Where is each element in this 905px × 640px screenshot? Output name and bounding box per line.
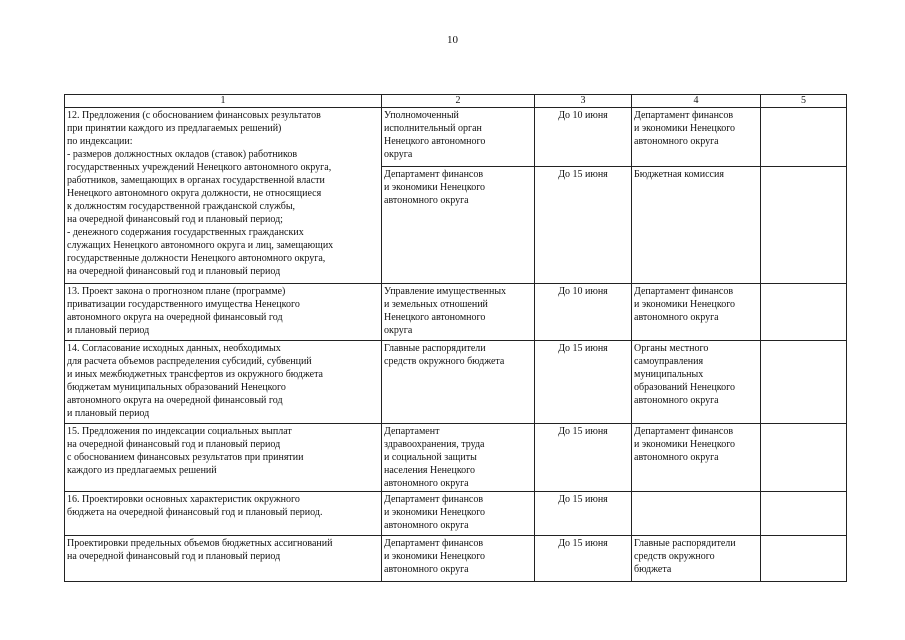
recipient-line: Департамент финансов (634, 426, 734, 437)
stage-description-line: и иных межбюджетных трансфертов из окружного бюджета (67, 369, 323, 380)
responsible-line: автономного округа (384, 478, 469, 489)
recipient-cell (632, 536, 761, 582)
responsible-line: Департамент финансов (384, 494, 484, 505)
table-row (65, 341, 847, 424)
stage-description-line: при принятии каждого из предлагаемых решений) (67, 123, 282, 134)
recipient-line: автономного округа (634, 452, 719, 463)
responsible-line: и экономики Ненецкого (384, 551, 486, 562)
responsible-line: и земельных отношений (384, 299, 488, 310)
responsible-line: Управление имущественных (384, 286, 507, 297)
recipient-line: Департамент финансов (634, 110, 734, 121)
stage-description-line: государственные должности Ненецкого автономного округа, (67, 253, 326, 264)
responsible-line: Уполномоченный (384, 110, 459, 121)
responsible-line: округа (384, 325, 413, 336)
responsible-line: Главные распорядители (384, 343, 486, 354)
table-header-row (65, 95, 847, 108)
stage-description-line: автономного округа на очередной финансовый год (67, 312, 283, 323)
recipient-line: автономного округа (634, 395, 719, 406)
recipient-line: Бюджетная комиссия (634, 169, 724, 180)
schedule-table (64, 94, 847, 582)
recipient-line: Департамент финансов (634, 286, 734, 297)
note-cell (761, 108, 847, 167)
table-row (65, 284, 847, 341)
deadline-cell: До 10 июня (535, 284, 632, 341)
deadline-cell: До 15 июня (535, 167, 632, 284)
header-col-3: 3 (535, 95, 632, 108)
responsible-line: автономного округа (384, 520, 469, 531)
stage-description-line: 16. Проектировки основных характеристик окружного (67, 494, 300, 505)
note-cell (761, 341, 847, 424)
header-col-4: 4 (632, 95, 761, 108)
responsible-line: автономного округа (384, 195, 469, 206)
recipient-cell (632, 108, 761, 167)
responsible-cell (382, 492, 535, 536)
stage-description-cell (65, 424, 382, 492)
recipient-cell (632, 167, 761, 284)
table-body (65, 108, 847, 582)
responsible-line: округа (384, 149, 413, 160)
deadline-cell: До 15 июня (535, 536, 632, 582)
recipient-line: образований Ненецкого (634, 382, 736, 393)
responsible-line: автономного округа (384, 564, 469, 575)
responsible-line: населения Ненецкого (384, 465, 476, 476)
stage-description-line: и плановый период (67, 408, 150, 419)
stage-description-line: на очередной финансовый год и плановый период (67, 439, 281, 450)
stage-description-cell (65, 492, 382, 536)
responsible-line: Ненецкого автономного (384, 136, 486, 147)
stage-description-line: бюджетам муниципальных образований Ненецкого (67, 382, 286, 393)
recipient-line: средств окружного (634, 551, 715, 562)
table-row (65, 492, 847, 536)
recipient-line: и экономики Ненецкого (634, 299, 736, 310)
table-row (65, 424, 847, 492)
stage-description-line: по индексации: (67, 136, 133, 147)
responsible-cell (382, 167, 535, 284)
header-col-2: 2 (382, 95, 535, 108)
stage-description-line: на очередной финансовый год и плановый период; (67, 214, 283, 225)
stage-description-line: 15. Предложения по индексации социальных выплат (67, 426, 292, 437)
responsible-line: здравоохранения, труда (384, 439, 485, 450)
note-cell (761, 424, 847, 492)
stage-description-line: Ненецкого автономного округа должности, не относящиеся (67, 188, 322, 199)
responsible-line: и экономики Ненецкого (384, 507, 486, 518)
stage-description-line: 14. Согласование исходных данных, необходимых (67, 343, 281, 354)
stage-description-cell (65, 108, 382, 284)
stage-description-line: автономного округа на очередной финансовый год (67, 395, 283, 406)
recipient-line: самоуправления (634, 356, 704, 367)
deadline-cell: До 15 июня (535, 341, 632, 424)
responsible-cell (382, 284, 535, 341)
recipient-line: бюджета (634, 564, 672, 575)
responsible-cell (382, 536, 535, 582)
stage-description-line: к должностям государственной гражданской службы, (67, 201, 296, 212)
table-row (65, 536, 847, 582)
deadline-cell: До 15 июня (535, 492, 632, 536)
note-cell (761, 284, 847, 341)
stage-description-cell (65, 341, 382, 424)
stage-description-line: для расчета объемов распределения субсидий, субвенций (67, 356, 312, 367)
responsible-line: средств окружного бюджета (384, 356, 505, 367)
note-cell (761, 167, 847, 284)
recipient-cell (632, 284, 761, 341)
stage-description-line: и плановый период (67, 325, 150, 336)
stage-description-line: работников, замещающих в органах государственной власти (67, 175, 325, 186)
recipient-cell (632, 492, 761, 536)
deadline-cell: До 15 июня (535, 424, 632, 492)
header-col-1: 1 (65, 95, 382, 108)
stage-description-line: каждого из предлагаемых решений (67, 465, 217, 476)
deadline-cell: До 10 июня (535, 108, 632, 167)
responsible-cell (382, 108, 535, 167)
stage-description-line: 13. Проект закона о прогнозном плане (программе) (67, 286, 286, 297)
responsible-line: исполнительный орган (384, 123, 482, 134)
stage-description-line: бюджета на очередной финансовый год и плановый период. (67, 507, 323, 518)
stage-description-line: - денежного содержания государственных гражданских (67, 227, 304, 238)
responsible-line: Ненецкого автономного (384, 312, 486, 323)
stage-description-line: 12. Предложения (с обоснованием финансовых результатов (67, 110, 321, 121)
recipient-line: муниципальных (634, 369, 704, 380)
table-row (65, 108, 847, 167)
stage-description-line: приватизации государственного имущества Ненецкого (67, 299, 300, 310)
note-cell (761, 536, 847, 582)
stage-description-cell (65, 284, 382, 341)
recipient-line: и экономики Ненецкого (634, 123, 736, 134)
stage-description-cell (65, 536, 382, 582)
responsible-line: и социальной защиты (384, 452, 477, 463)
recipient-line: и экономики Ненецкого (634, 439, 736, 450)
stage-description-line: Проектировки предельных объемов бюджетных ассигнований (67, 538, 333, 549)
responsible-cell (382, 424, 535, 492)
recipient-cell (632, 424, 761, 492)
stage-description-line: на очередной финансовый год и плановый период (67, 551, 281, 562)
stage-description-line: с обоснованием финансовых результатов при принятии (67, 452, 304, 463)
page-number: 10 (447, 34, 458, 46)
stage-description-line: на очередной финансовый год и плановый период (67, 266, 281, 277)
responsible-line: Департамент (384, 426, 440, 437)
stage-description-line: государственных учреждений Ненецкого автономного округа, (67, 162, 332, 173)
note-cell (761, 492, 847, 536)
responsible-line: Департамент финансов (384, 169, 484, 180)
recipient-cell (632, 341, 761, 424)
header-col-5: 5 (761, 95, 847, 108)
recipient-line: Главные распорядители (634, 538, 736, 549)
recipient-line: автономного округа (634, 312, 719, 323)
stage-description-line: служащих Ненецкого автономного округа и лиц, замещающих (67, 240, 334, 251)
responsible-cell (382, 341, 535, 424)
responsible-line: Департамент финансов (384, 538, 484, 549)
responsible-line: и экономики Ненецкого (384, 182, 486, 193)
recipient-line: автономного округа (634, 136, 719, 147)
stage-description-line: - размеров должностных окладов (ставок) работников (67, 149, 298, 160)
recipient-line: Органы местного (634, 343, 709, 354)
